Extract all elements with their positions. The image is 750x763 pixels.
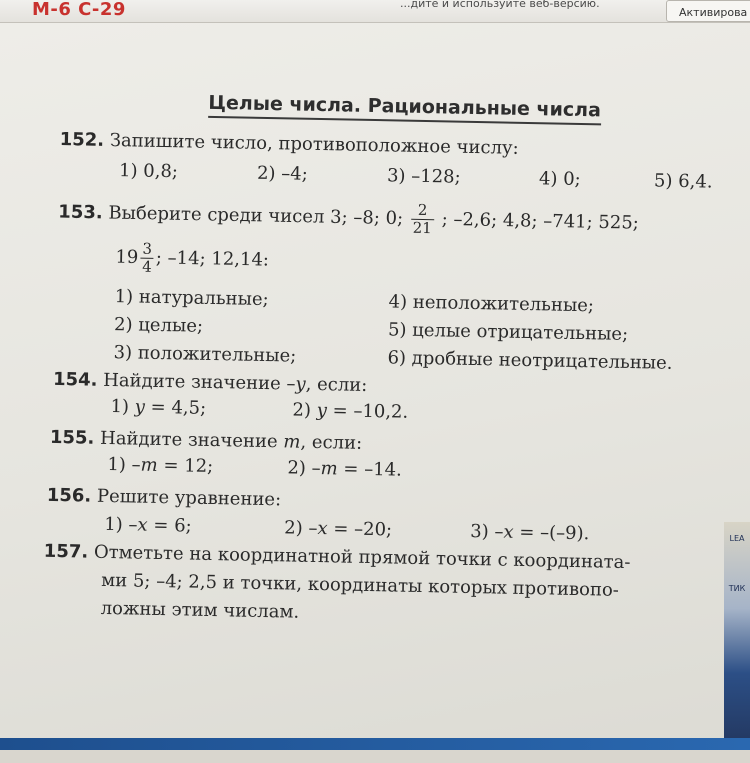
variable-m: m: [320, 458, 338, 480]
item-value: = –(–9).: [513, 521, 590, 545]
item-value: = –20;: [327, 518, 393, 541]
item-value: = 6;: [147, 514, 192, 537]
variable-m: m: [283, 431, 301, 453]
task-152-item-3: 3) –128;: [386, 165, 461, 188]
fraction-denominator: 21: [412, 218, 432, 238]
item-prefix: 1) –: [104, 513, 138, 536]
item-prefix: 2) –: [287, 457, 321, 480]
document-label: М-6 С-29: [32, 0, 126, 20]
task-153-option-4: 4) неположительные;: [388, 291, 595, 317]
item-value: = –10,2.: [326, 400, 409, 423]
fraction-numerator: 2: [411, 202, 434, 220]
task-152-item-2: 2) –4;: [256, 162, 308, 185]
task-155-text-a: Найдите значение: [99, 427, 284, 453]
taskbar: [0, 738, 750, 750]
web-version-notice: ...дите и используйте веб-версию.: [400, 0, 600, 10]
activate-button[interactable]: Активирова: [666, 0, 750, 22]
task-155-item-2: [287, 457, 402, 480]
task-152-text: Запишите число, противоположное числу:: [109, 129, 519, 159]
task-155-prompt: [50, 427, 363, 454]
task-153-prompt: [58, 195, 639, 241]
task-157-line-2: ми 5; –4; 2,5 и точки, координаты которых противопо-: [101, 569, 620, 601]
item-prefix: 2): [292, 399, 317, 421]
task-153-text-c: ; –14; 12,14:: [155, 247, 270, 271]
page-content: [0, 22, 750, 763]
task-153-prompt-continued: [115, 240, 269, 278]
fraction-denominator: 4: [141, 257, 152, 276]
task-152-item-1: 1) 0,8;: [118, 160, 179, 183]
task-153-option-6: 6) дробные неотрицательные.: [387, 347, 673, 374]
variable-m: m: [140, 454, 158, 476]
task-152-item-5: 5) 6,4.: [653, 170, 713, 193]
task-154-number: 154.: [52, 368, 98, 391]
item-value: = –14.: [337, 458, 403, 481]
variable-y: y: [316, 399, 328, 422]
task-152-number: 152.: [59, 128, 105, 151]
task-156-item-1: [104, 514, 192, 537]
item-prefix: 1): [110, 396, 135, 418]
task-153-number: 153.: [58, 201, 103, 224]
thumbnail-label-mid: ТИК: [728, 584, 746, 593]
item-value: = 4,5;: [144, 396, 207, 419]
task-155-item-1: [107, 454, 213, 477]
task-157-line-1: [44, 541, 631, 573]
task-156-prompt: [47, 485, 282, 510]
variable-y: y: [295, 373, 306, 395]
task-153-text-b: ; –2,6; 4,8; –741; 525;: [441, 208, 640, 234]
task-153-option-5: 5) целые отрицательные;: [387, 319, 629, 345]
mixed-number-whole: 19: [115, 246, 139, 269]
task-153-option-2: 2) целые;: [113, 314, 204, 337]
variable-x: x: [503, 521, 514, 543]
side-thumbnail-image: [724, 522, 750, 738]
task-154-text-b: , если:: [305, 373, 368, 396]
task-157-line-3: ложны этим числам.: [100, 597, 300, 623]
task-154-text-a: Найдите значение –: [103, 369, 296, 395]
task-156-item-3: [470, 521, 589, 544]
task-156-number: 156.: [46, 484, 92, 507]
fraction-numerator: 3: [140, 241, 154, 259]
item-prefix: 1) –: [107, 453, 141, 476]
task-155-number: 155.: [49, 426, 95, 449]
item-value: = 12;: [157, 454, 214, 478]
task-153-option-3: 3) положительные;: [113, 342, 297, 367]
task-155-text-b: , если:: [300, 431, 363, 454]
browser-notification-bar: [0, 0, 750, 23]
task-154-item-1: [110, 396, 206, 419]
task-156-text: Решите уравнение:: [96, 485, 282, 511]
variable-y: y: [134, 396, 146, 418]
task-152-prompt: [59, 129, 518, 159]
item-prefix: 3) –: [470, 520, 504, 543]
task-154-item-2: [292, 400, 408, 423]
textbook-page: [0, 23, 750, 750]
fraction-2-21: [411, 202, 435, 237]
task-154-prompt: [53, 369, 368, 396]
section-title: Целые числа. Рациональные числа: [208, 92, 601, 126]
variable-x: x: [317, 518, 328, 540]
task-153-option-1: 1) натуральные;: [114, 286, 269, 311]
variable-x: x: [137, 514, 148, 536]
task-153-text-a: Выберите среди чисел 3; –8; 0;: [108, 202, 404, 230]
thumbnail-label-top: LEA: [729, 534, 745, 543]
item-prefix: 2) –: [284, 517, 318, 540]
fraction-3-4: [140, 241, 154, 276]
task-157-text-1: Отметьте на координатной прямой точки с координата-: [93, 541, 631, 574]
task-157-number: 157.: [43, 540, 89, 563]
task-152-item-4: 4) 0;: [538, 168, 581, 191]
task-156-item-2: [284, 517, 392, 540]
